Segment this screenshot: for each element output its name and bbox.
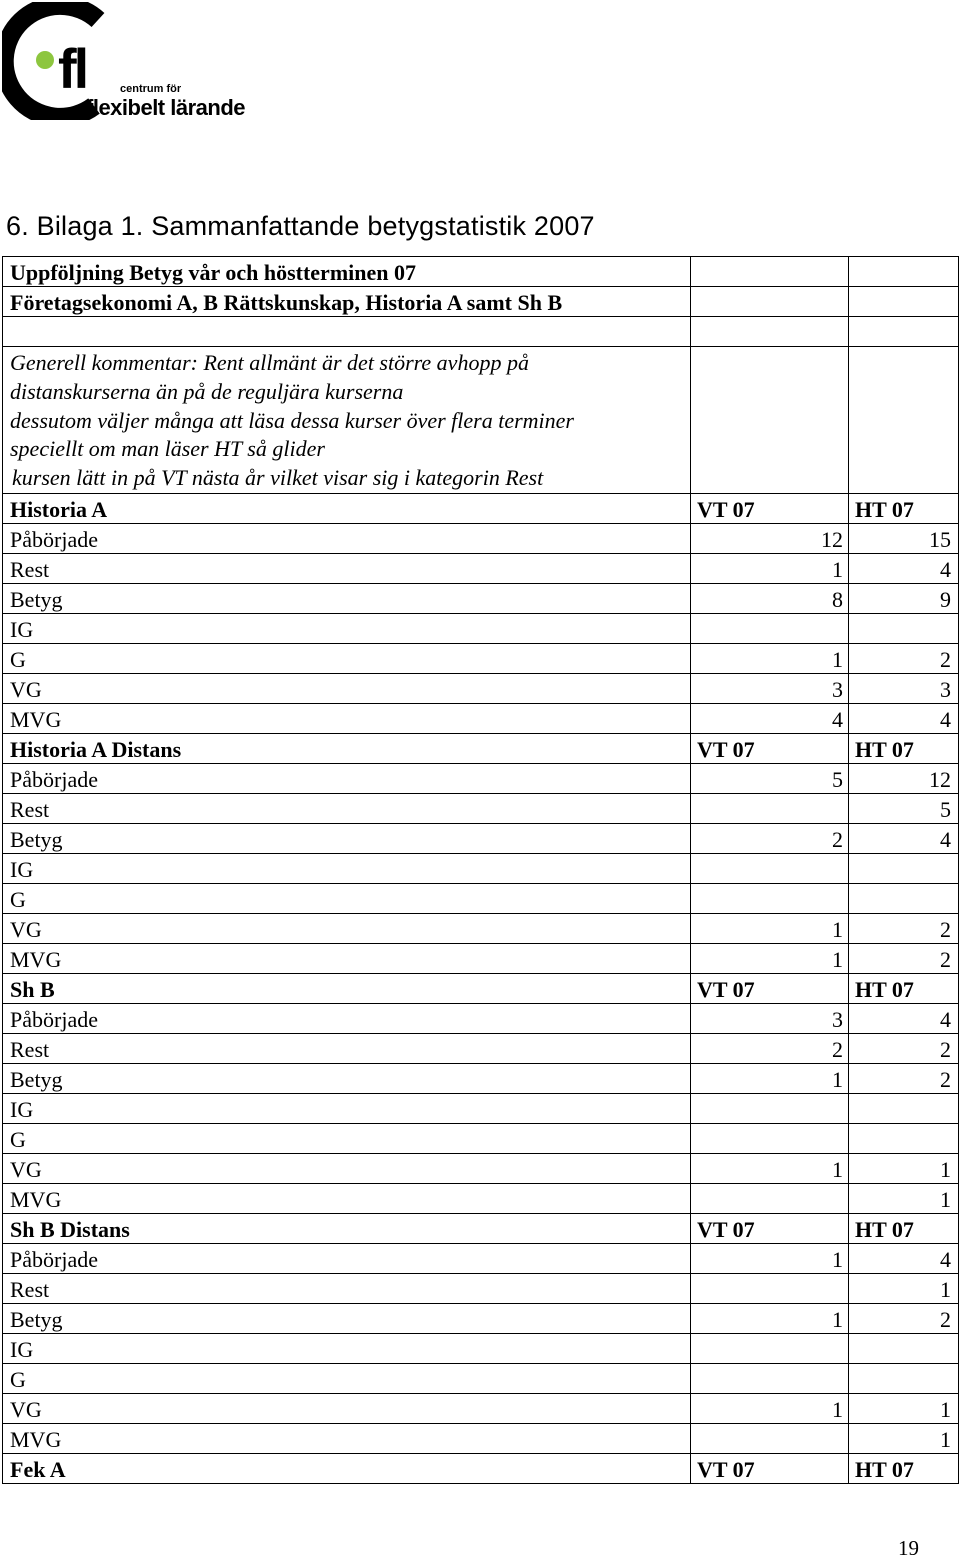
row-label: Påbörjade	[3, 1243, 691, 1273]
row-label: G	[3, 883, 691, 913]
term-header-vt: VT 07	[691, 493, 849, 523]
row-label: VG	[3, 1153, 691, 1183]
ht-value: 2	[849, 643, 959, 673]
row-label: VG	[3, 673, 691, 703]
vt-value: 12	[691, 523, 849, 553]
ht-value: 4	[849, 1003, 959, 1033]
vt-value: 1	[691, 1243, 849, 1273]
table-row	[3, 1123, 959, 1153]
table-row	[3, 1243, 959, 1273]
table-title: Uppföljning Betyg vår och höstterminen 07	[3, 257, 691, 287]
term-header-vt: VT 07	[691, 973, 849, 1003]
vt-value: 1	[691, 643, 849, 673]
table-row	[3, 703, 959, 733]
vt-value: 3	[691, 673, 849, 703]
comment-line: kursen lätt in på VT nästa år vilket visar sig i kategorin Rest	[12, 465, 544, 491]
term-header-vt: VT 07	[691, 1453, 849, 1483]
row-label: Rest	[3, 793, 691, 823]
vt-value: 2	[691, 1033, 849, 1063]
table-row	[3, 1273, 959, 1303]
table-row	[3, 823, 959, 853]
ht-value	[849, 1363, 959, 1393]
table-title-row	[3, 287, 959, 317]
table-row	[3, 1093, 959, 1123]
row-label: Påbörjade	[3, 523, 691, 553]
section-header-row	[3, 1213, 959, 1243]
table-title-row	[3, 257, 959, 287]
table-row	[3, 673, 959, 703]
term-header-vt: VT 07	[691, 733, 849, 763]
table-row	[3, 583, 959, 613]
table-row	[3, 1333, 959, 1363]
row-label: G	[3, 1363, 691, 1393]
empty-cell	[849, 347, 959, 494]
ht-value: 2	[849, 1033, 959, 1063]
ht-value: 15	[849, 523, 959, 553]
logo-fl-text: fl	[58, 37, 87, 100]
empty-cell	[691, 257, 849, 287]
table-row	[3, 793, 959, 823]
grade-statistics-table	[2, 256, 959, 1484]
course-name: Fek A	[3, 1453, 691, 1483]
comment-line: speciellt om man läser HT så glider	[10, 436, 325, 462]
green-dot-icon	[36, 51, 54, 69]
table-row	[3, 523, 959, 553]
row-label: MVG	[3, 703, 691, 733]
row-label: Påbörjade	[3, 763, 691, 793]
vt-value	[691, 613, 849, 643]
section-header-row	[3, 973, 959, 1003]
section-header-row	[3, 493, 959, 523]
row-label: MVG	[3, 1183, 691, 1213]
table-row	[3, 763, 959, 793]
table-row	[3, 1363, 959, 1393]
ht-value	[849, 1123, 959, 1153]
table-row	[3, 1033, 959, 1063]
vt-value: 1	[691, 553, 849, 583]
ht-value: 1	[849, 1273, 959, 1303]
table-row	[3, 1063, 959, 1093]
cfl-logo	[2, 2, 258, 120]
vt-value	[691, 1183, 849, 1213]
row-label: Rest	[3, 1273, 691, 1303]
ht-value: 1	[849, 1393, 959, 1423]
row-label: IG	[3, 1333, 691, 1363]
ht-value: 4	[849, 553, 959, 583]
row-label: Betyg	[3, 1063, 691, 1093]
vt-value	[691, 1423, 849, 1453]
vt-value	[691, 1363, 849, 1393]
vt-value: 1	[691, 1153, 849, 1183]
vt-value: 1	[691, 1303, 849, 1333]
table-row	[3, 883, 959, 913]
vt-value: 1	[691, 913, 849, 943]
ht-value: 9	[849, 583, 959, 613]
vt-value: 8	[691, 583, 849, 613]
table-row	[3, 1423, 959, 1453]
course-name: Sh B Distans	[3, 1213, 691, 1243]
empty-cell	[691, 287, 849, 317]
table-row	[3, 1183, 959, 1213]
row-label: MVG	[3, 1423, 691, 1453]
row-label: MVG	[3, 943, 691, 973]
vt-value: 1	[691, 1393, 849, 1423]
ht-value	[849, 1093, 959, 1123]
empty-cell	[849, 317, 959, 347]
comment-row	[3, 347, 959, 494]
ht-value	[849, 1333, 959, 1363]
vt-value	[691, 1333, 849, 1363]
table-row	[3, 853, 959, 883]
row-label: Betyg	[3, 1303, 691, 1333]
vt-value	[691, 883, 849, 913]
ht-value: 1	[849, 1183, 959, 1213]
empty-cell	[3, 317, 691, 347]
table-row	[3, 1003, 959, 1033]
vt-value	[691, 1093, 849, 1123]
row-label: VG	[3, 1393, 691, 1423]
table-title: Företagsekonomi A, B Rättskunskap, Historia A samt Sh B	[3, 287, 691, 317]
vt-value	[691, 793, 849, 823]
ht-value	[849, 613, 959, 643]
cfl-logo-graphic	[2, 2, 258, 120]
table-row	[3, 553, 959, 583]
vt-value	[691, 1123, 849, 1153]
term-header-ht: HT 07	[849, 1453, 959, 1483]
page-number: 19	[898, 1536, 919, 1560]
ht-value: 12	[849, 763, 959, 793]
empty-cell	[691, 347, 849, 494]
ht-value: 5	[849, 793, 959, 823]
empty-cell	[691, 317, 849, 347]
row-label: Rest	[3, 1033, 691, 1063]
general-comment	[3, 347, 691, 494]
row-label: IG	[3, 613, 691, 643]
row-label: Betyg	[3, 583, 691, 613]
ht-value: 4	[849, 1243, 959, 1273]
term-header-ht: HT 07	[849, 493, 959, 523]
row-label: Påbörjade	[3, 1003, 691, 1033]
term-header-ht: HT 07	[849, 973, 959, 1003]
comment-line: distanskurserna än på de reguljära kurserna	[10, 378, 404, 404]
page-heading: 6. Bilaga 1. Sammanfattande betygstatistik 2007	[6, 211, 595, 241]
table-row	[3, 1303, 959, 1333]
term-header-ht: HT 07	[849, 1213, 959, 1243]
row-label: G	[3, 1123, 691, 1153]
vt-value: 4	[691, 703, 849, 733]
row-label: VG	[3, 913, 691, 943]
ht-value	[849, 883, 959, 913]
comment-line: dessutom väljer många att läsa dessa kurser över flera terminer	[10, 407, 574, 433]
course-name: Historia A	[3, 493, 691, 523]
row-label: IG	[3, 853, 691, 883]
section-header-row	[3, 1453, 959, 1483]
vt-value	[691, 853, 849, 883]
ht-value: 1	[849, 1423, 959, 1453]
row-label: Rest	[3, 553, 691, 583]
table-row	[3, 1393, 959, 1423]
course-name: Historia A Distans	[3, 733, 691, 763]
table-row	[3, 1153, 959, 1183]
vt-value: 3	[691, 1003, 849, 1033]
term-header-ht: HT 07	[849, 733, 959, 763]
blank-row	[3, 317, 959, 347]
empty-cell	[849, 287, 959, 317]
row-label: IG	[3, 1093, 691, 1123]
ht-value: 2	[849, 943, 959, 973]
logo-tagline-large: flexibelt lärande	[86, 95, 246, 120]
ht-value: 3	[849, 673, 959, 703]
table-row	[3, 943, 959, 973]
empty-cell	[849, 257, 959, 287]
table-row	[3, 913, 959, 943]
term-header-vt: VT 07	[691, 1213, 849, 1243]
ht-value: 4	[849, 823, 959, 853]
ht-value: 1	[849, 1153, 959, 1183]
table-row	[3, 643, 959, 673]
ht-value: 4	[849, 703, 959, 733]
ht-value: 2	[849, 1063, 959, 1093]
vt-value: 2	[691, 823, 849, 853]
ht-value: 2	[849, 1303, 959, 1333]
section-header-row	[3, 733, 959, 763]
logo-tagline-small: centrum för	[120, 83, 182, 95]
vt-value: 1	[691, 943, 849, 973]
ht-value	[849, 853, 959, 883]
table-row	[3, 613, 959, 643]
vt-value: 1	[691, 1063, 849, 1093]
ht-value: 2	[849, 913, 959, 943]
comment-line: Generell kommentar: Rent allmänt är det större avhopp på	[10, 350, 529, 375]
row-label: G	[3, 643, 691, 673]
vt-value: 5	[691, 763, 849, 793]
vt-value	[691, 1273, 849, 1303]
course-name: Sh B	[3, 973, 691, 1003]
row-label: Betyg	[3, 823, 691, 853]
